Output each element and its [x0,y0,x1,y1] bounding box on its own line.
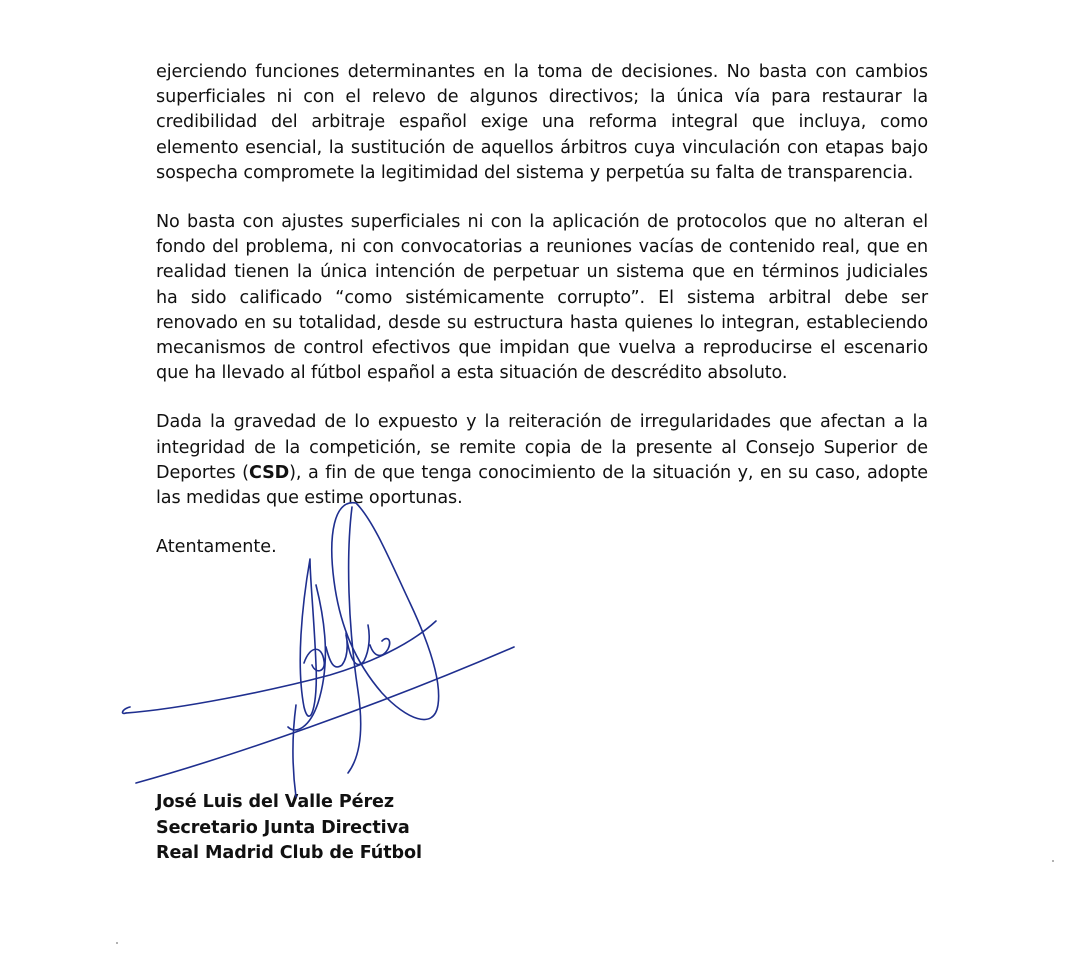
scan-speck [1052,860,1054,862]
signature-initial-stroke [300,559,316,716]
scan-speck [116,942,118,944]
signatory-block [156,790,422,867]
csd-acronym: CSD [248,462,290,483]
signature-initial-curve [288,585,325,730]
closing-salutation: Atentamente. [156,537,277,558]
signatory-name: José Luis del Valle Pérez [156,792,395,812]
signature-descender [293,705,296,797]
paragraph-system-renewal: No basta con ajustes superficiales ni con la aplicación de protocolos que no alteran el fondo del problema, ni con convocatorias a reuniones vacías de contenido real, que en realidad tienen la única intención de perpetuar un sistema que en términos judiciales ha sido calificado “como sistémicamente corrupto”. El sistema arbitral debe ser renovado en su totalidad, desde su estructura hasta quienes lo integran, estableciendo mecanismos de control efectivos que impidan que vuelva a reproducirse el escenario que ha llevado al fútbol español a esta situación de descrédito absoluto. [156,212,928,384]
signature-script-text: Valle [120,495,123,496]
letter-body [156,60,928,560]
signature-script [304,625,390,671]
csd-notice-text-end: ), a fin de que tenga conocimiento de la situación y, en su caso, adopte las medidas que estime oportunas. [156,462,928,509]
signatory-organization: Real Madrid Club de Fútbol [156,843,422,863]
paragraph-arbitration-reform: ejerciendo funciones determinantes en la toma de decisiones. No basta con cambios superficiales ni con el relevo de algunos directivos; la única vía para restaurar la credibilidad del arbitraje español exige una reforma integral que incluya, como elemento esencial, la sustitución de aquellos árbitros cuya vinculación con etapas bajo sospecha compromete la legitimidad del sistema y perpetúa su falta de transparencia. [156,62,928,183]
paragraph-csd-notice [156,410,928,511]
signature-hook [123,707,130,713]
signatory-position: Secretario Junta Directiva [156,817,410,838]
signature-lower-sweep [136,647,514,783]
csd-notice-text-start: Dada la gravedad de lo expuesto y la reiteración de irregularidades que afectan a la integridad de la competición, se remite copia de la presente al Consejo Superior de Deportes ( [156,412,928,483]
signature-upper-sweep [126,621,436,713]
